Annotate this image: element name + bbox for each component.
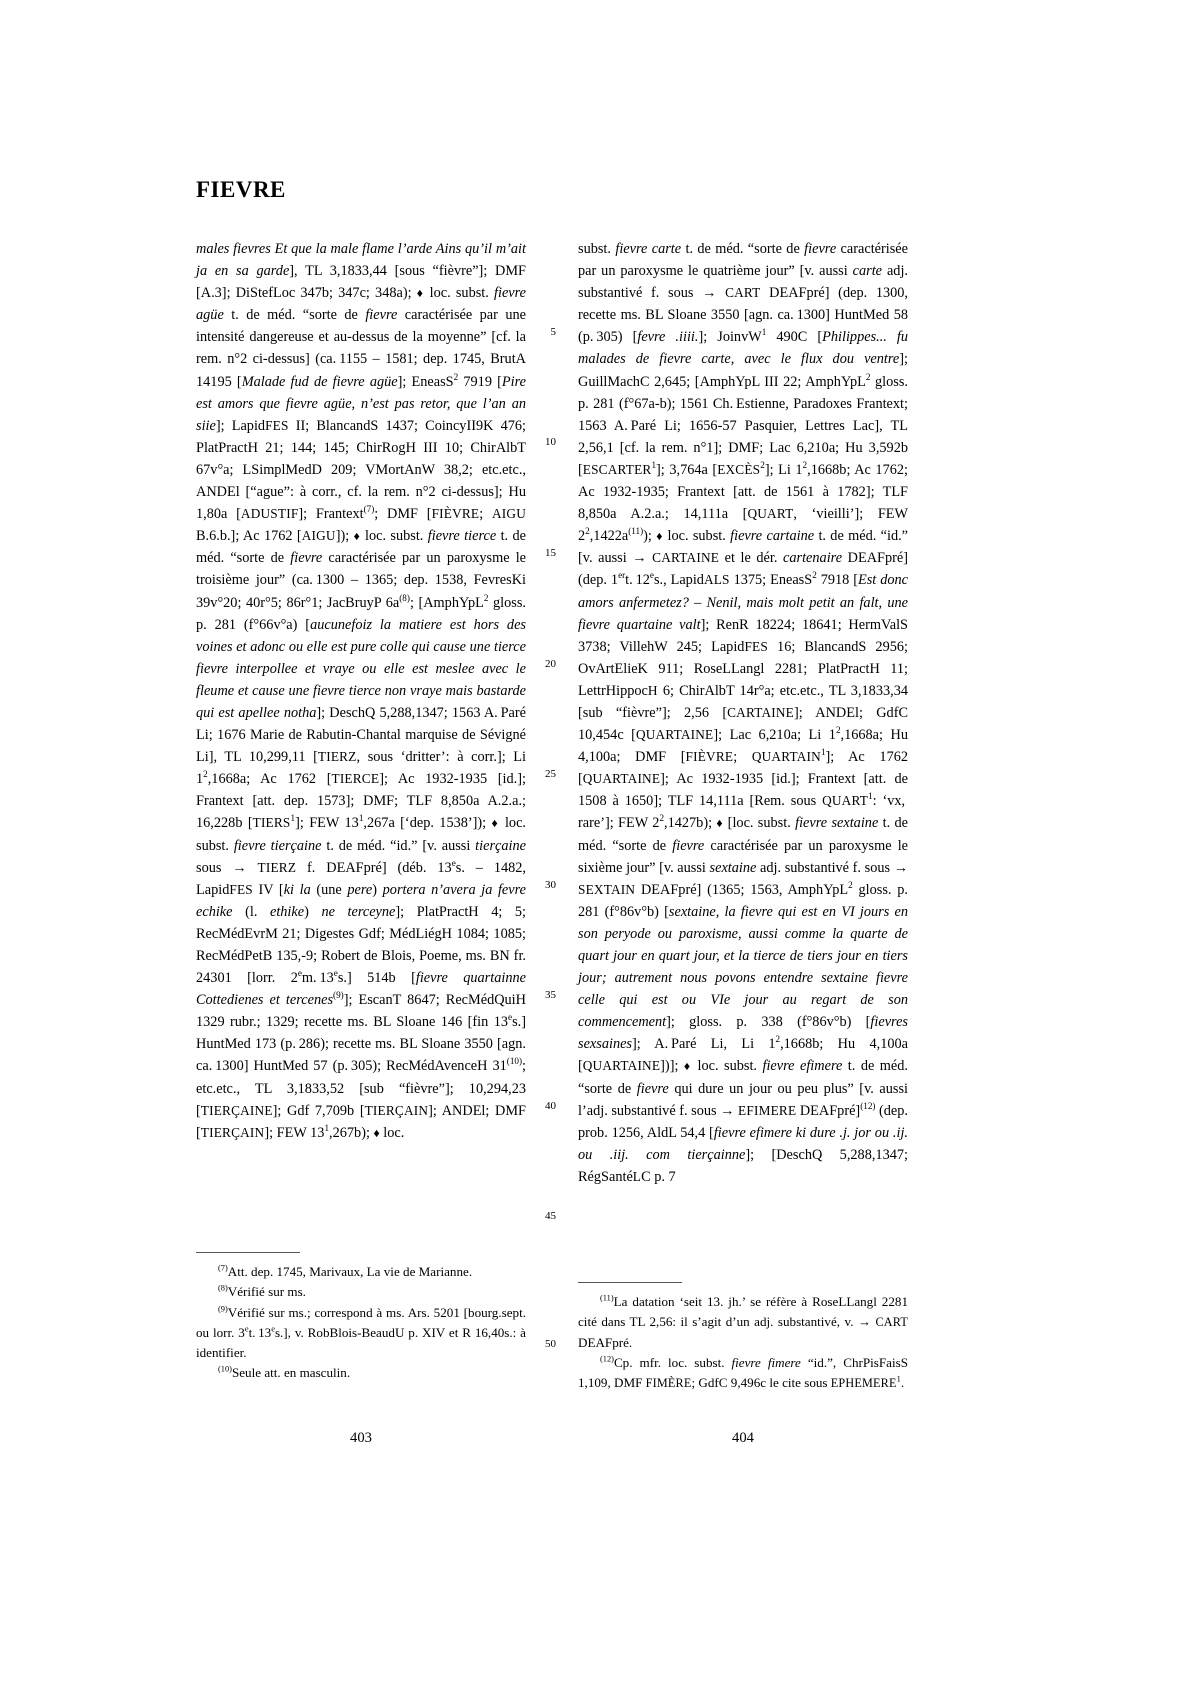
column-left <box>196 238 526 1144</box>
line-number: 30 <box>545 879 556 891</box>
footnote-block-left <box>196 1252 526 1384</box>
footnote-text: Att. dep. 1745, Marivaux, La vie de Marianne. <box>227 1264 473 1279</box>
line-number: 15 <box>545 547 556 559</box>
footnote <box>196 1303 526 1364</box>
footnote-marker: (8) <box>218 1283 228 1293</box>
column-right <box>578 238 908 1188</box>
footnote <box>196 1282 526 1302</box>
line-number: 20 <box>545 658 556 670</box>
footnote-marker: (12) <box>600 1354 614 1364</box>
line-number: 35 <box>545 989 556 1001</box>
line-number: 50 <box>545 1338 556 1350</box>
footnote <box>196 1363 526 1383</box>
footnote-rule <box>578 1282 682 1283</box>
page-title: FIEVRE <box>196 177 286 202</box>
footnote-marker: (9) <box>218 1304 228 1314</box>
page-number-left: 403 <box>350 1430 372 1446</box>
line-number: 45 <box>545 1210 556 1222</box>
footnote-marker: (10) <box>218 1365 232 1375</box>
footnote-marker: (11) <box>600 1293 614 1303</box>
footnote-text: La datation ‘seit 13. jh.’ se réfère à RoseLLangl 2281 cité dans TL 2,56: il s’agit d’un adj. substantivé, v. → CART DEAFpré. <box>578 1294 908 1350</box>
footnote <box>196 1262 526 1282</box>
line-number: 25 <box>545 768 556 780</box>
footnote <box>578 1292 908 1353</box>
footnote-text: Vérifié sur ms. <box>227 1284 306 1300</box>
entry-body-right: subst. fievre carte t. de méd. “sorte de fievre caractérisée par un paroxysme le quatrième jour” [v. aussi carte adj. substantivé f. sous → CART DEAFpré] (dep. 1300, recette ms. BL Sloane 3550 [agn. ca. 1300] HuntMed 58 (p. 305) [fevre .iiii.]; JoinvW$^1$ 490C [Philippes... fu malades de fievre carte, avec le flux dou ventre]; GuillMachC 2,645; [AmphYpL III 22; AmphYpL$^2$ gloss. p. 281 (f°67a-b); 1561 Ch. Estienne, Paradoxes Frantext; 1563 A. Paré Li; 1656-57 Pasquier, Lettres Lac], TL 2,56,1 [cf. la rem. n°1]; DMF; Lac 6,210a; Hu 3,592b [ESCARTER$^1$]; 3,764a [EXCÈS$^2$]; Li $1^2,1668b$; Ac 1762; Ac 1932-1935; Frantext [att. de 1561 à 1782]; TLF 8,850a A.2.a.; 14,111a [QUART, ‘vieilli’]; FEW $2^2,1422a^{(11)}$); ♦ loc. subst. fievre cartaine t. de méd. “id.” [v. aussi → CARTAINE et le dér. cartenaire DEAFpré] (dep. 1ert. 12es., LapidALS 1375; EneasS$^2$ 7918 [Est donc amors anfermetez? – Nenil, mais molt petit an falt, une fievre quartaine valt]; RenR 18224; 18641; HermValS 3738; VillehW 245; LapidFES 16; BlancandS 2956; OvArtElieK 911; RoseLLangl 2281; PlatPractH 11; LettrHippocH 6; ChirAlbT 14r°a; etc.etc., TL 3,1833,34 [sub “fièvre”]; 2,56 [CARTAINE]; ANDEl; GdfC 10,454c [QUARTAINE]; Lac 6,210a; Li $1^2,1668a$; Hu 4,100a; DMF [FIÈVRE; QUARTAIN$^1$]; Ac 1762 [QUARTAINE]; Ac 1932-1935 [id.]; Frantext [att. de 1508 à 1650]; TLF 14,111a [Rem. sous QUART$^1$: ‘vx, rare’]; FEW $2^2,1427b$); ♦ [loc. subst. fievre sextaine t. de méd. “sorte de fievre caractérisée par un paroxysme le sixième jour” [v. aussi sextaine adj. substantivé f. sous → SEXTAIN DEAFpré] (1365; 1563, AmphYpL$^2$ gloss. p. 281 (f°86v°b) [sextaine, la fievre qui est en VI jours en son peryode ou paroxisme, aussi comme la quarte de quart jour en quart jour, et la tierce de tiers jour en tiers jour; autrement nous povons entendre sextaine fievre celle qui est ou VIe jour au regart de son commencement]; gloss. p. 338 (f°86v°b) [fievres sexsaines]; A. Paré Li, Li $1^2,1668b$; Hu 4,100a [QUARTAINE])]; ♦ loc. subst. fievre efimere t. de méd. “sorte de fievre qui dure un jour ou peu plus” [v. aussi l’adj. substantivé f. sous → EFIMERE DEAFpré]$^{(12)}$ (dep. prob. 1256, AldL 54,4 [fievre efimere ki dure .j. jor ou .ij. ou .iij. com tierçainne]; [DeschQ 5,288,1347; RégSantéLC p. 7 <box>578 241 909 1185</box>
line-number: 40 <box>545 1100 556 1112</box>
line-number: 10 <box>545 436 556 448</box>
line-number: 5 <box>550 326 556 338</box>
footnote-text: Vérifié sur ms.; correspond à ms. Ars. 5201 [bourg.sept. ou lorr. 3et. 13es.], v. RobBlois-BeaudU p. XIV et R 16,40s.: à identifier. <box>196 1304 526 1361</box>
footnote-text: Cp. mfr. loc. subst. fievre fimere “id.”, ChrPisFaisS 1,109, DMF FIMÈRE; GdfC 9,496c le cite sous EPHEMERE$^1$. <box>578 1354 908 1391</box>
footnote <box>578 1353 908 1394</box>
footnote-block-right <box>578 1282 908 1393</box>
page-number-right: 404 <box>732 1430 754 1446</box>
footnote-marker: (7) <box>218 1263 228 1273</box>
entry-body-left: males fievres Et que la male flame l’arde Ains qu’il m’ait ja en sa garde], TL 3,1833,44 [sous “fièvre”]; DMF [A.3]; DiStefLoc 347b; 347c; 348a); ♦ loc. subst. fievre agüe t. de méd. “sorte de fievre caractérisée par une intensité dangereuse et au-dessus de la moyenne” [cf. la rem. n°2 ci-dessus] (ca. 1155 – 1581; dep. 1745, BrutA 14195 [Malade fud de fievre agüe]; EneasS$^2$ 7919 [Pire est amors que fievre agüe, n’est pas retor, que l’an an siie]; LapidFES II; BlancandS 1437; CoincyII9K 476; PlatPractH 21; 144; 145; ChirRogH III 10; ChirAlbT 67v°a; LSimplMedD 209; VMortAnW 38,2; etc.etc., ANDEl [“ague”: à corr., cf. la rem. n°2 ci-dessus]; Hu 1,80a [ADUSTIF]; Frantext$^{(7)}$; DMF [FIÈVRE; AIGU B.6.b.]; Ac 1762 [AIGU]); ♦ loc. subst. fievre tierce t. de méd. “sorte de fievre caractérisée par un paroxysme le troisième jour” (ca. 1300 – 1365; dep. 1538, FevresKi 39v°20; 40r°5; 86r°1; JacBruyP $6a^{(8)}$; [AmphYpL$^2$ gloss. p. 281 (f°66v°a) [aucunefoiz la matiere est hors des voines et adonc ou elle est pure colle qui cause une tierce fievre interpollee et vraye ou elle est meslee avec le fleume et cause une fievre tierce non vraye mais bastarde qui est apellee notha]; DeschQ 5,288,1347; 1563 A. Paré Li; 1676 Marie de Rabutin-Chantal marquise de Sévigné Li], TL 10,299,11 [TIERZ, sous ‘dritter’: à corr.]; Li $1^2,1668a$; Ac 1762 [TIERCE]; Ac 1932-1935 [id.]; Frantext [att. dep. 1573]; DMF; TLF 8,850a A.2.a.; 16,228b [TIERS$^1$]; FEW $13^1,267a$ [‘dep. 1538’]); ♦ loc. subst. fievre tierçaine t. de méd. “id.” [v. aussi tierçaine sous → TIERZ f. DEAFpré] (déb. 13es. – 1482, LapidFES IV [ki la (une pere) portera n’avera ja fevre echike (l. ethike) ne terceyne]; PlatPractH 4; 5; RecMédEvrM 21; Digestes Gdf; MédLiégH 1084; 1085; RecMédPetB 135,-9; Robert de Blois, Poeme, ms. BN fr. 24301 [lorr. 2em. 13es.] 514b [fievre quartainne Cottedienes et tercenes$^{(9)}$]; EscanT 8647; RecMédQuiH 1329 rubr.; 1329; recette ms. BL Sloane 146 [fin 13es.] HuntMed 173 (p. 286); recette ms. BL Sloane 3550 [agn. ca. 1300] HuntMed 57 (p. 305); RecMédAvenceH 31$^{(10)}$; etc.etc., TL 3,1833,52 [sub “fièvre”]; 10,294,23 [TIERÇAINE]; Gdf 7,709b [TIERÇAIN]; ANDEl; DMF [TIERÇAIN]; FEW $13^1,267b$); ♦ loc. <box>196 241 527 1141</box>
footnote-rule <box>196 1252 300 1253</box>
footnote-text: Seule att. en masculin. <box>231 1365 351 1381</box>
